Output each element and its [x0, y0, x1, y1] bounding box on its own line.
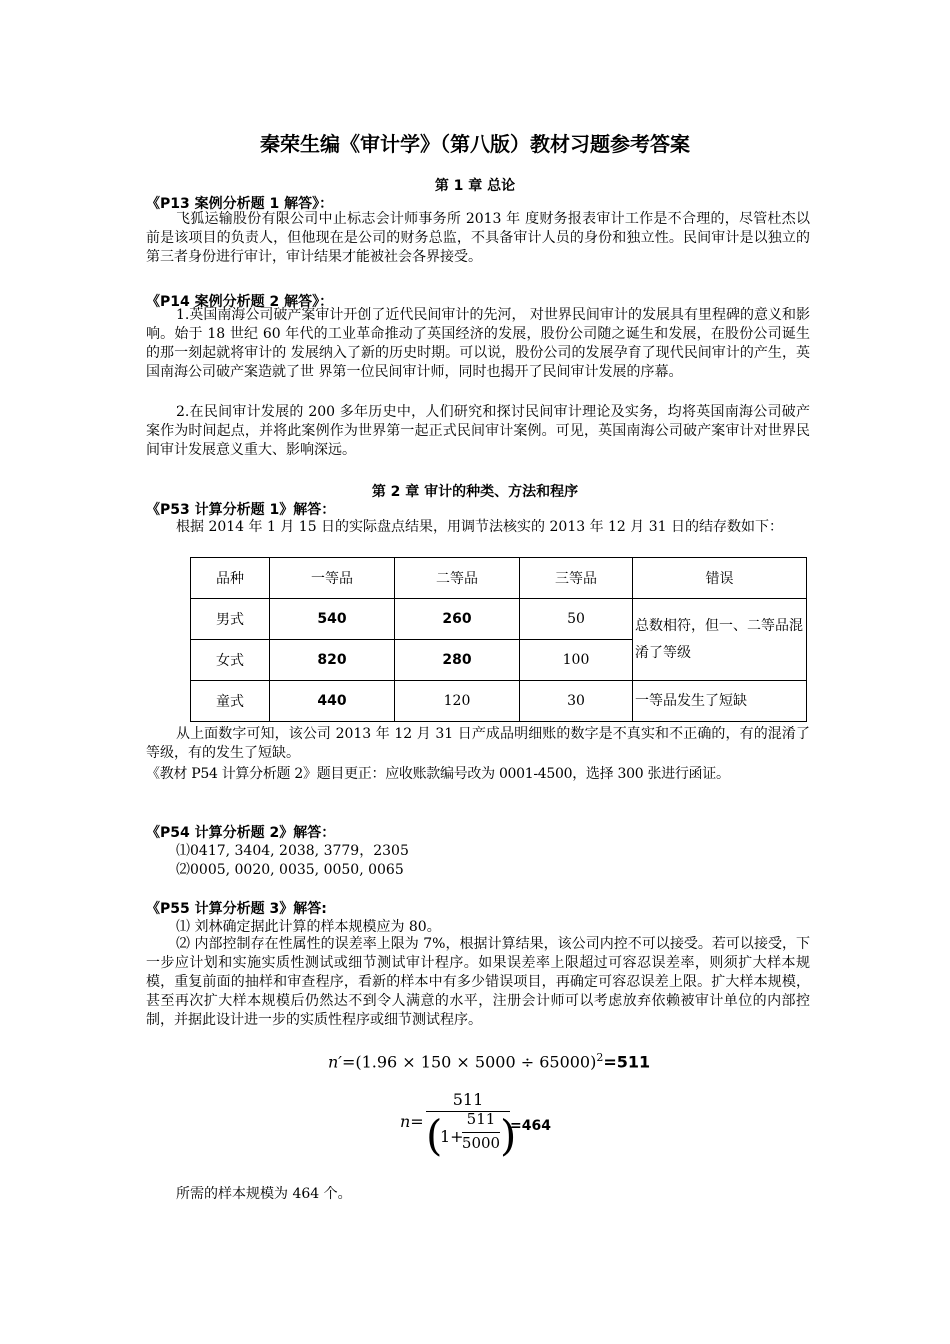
- table-cell: 120: [395, 681, 520, 722]
- p54-correction-note: 《教材 P54 计算分析题 2》题目更正：应收账款编号改为 0001-4500，选择 300 张进行函证。: [146, 766, 730, 782]
- left-paren: (: [426, 1111, 443, 1160]
- p53-conclusion: 从上面数字可知，该公司 2013 年 12 月 31 日产成品明细账的数字是不真实和不正确的，有的混淆了等级，有的发生了短缺。: [146, 726, 810, 761]
- table-header-cell: 一等品: [270, 558, 395, 599]
- p55-answer-1: ⑴ 刘林确定据此计算的样本规模应为 80。: [176, 919, 441, 935]
- denominator-numerator: 511: [466, 1110, 496, 1128]
- table-cell: 100: [520, 640, 633, 681]
- table-cell: 童式: [191, 681, 270, 722]
- table-cell: 女式: [191, 640, 270, 681]
- table-header-row: [191, 558, 807, 599]
- table-cell: 280: [395, 640, 520, 681]
- right-paren: ): [500, 1111, 517, 1160]
- p53-intro: 根据 2014 年 1 月 15 日的实际盘点结果，用调节法核实的 2013 年 12 月 31 日的结存数如下：: [176, 519, 784, 535]
- formula-numerator: 511: [452, 1090, 484, 1109]
- formula-lhs: n′=: [328, 1052, 356, 1072]
- chapter-1-heading: 第 1 章 总论: [434, 178, 516, 194]
- p14-label: 《P14 案例分析题 2 解答》：: [146, 294, 334, 310]
- table-cell: 50: [520, 599, 633, 640]
- document-title: 秦荣生编《审计学》（第八版）教材习题参考答案: [260, 132, 690, 156]
- table-cell: 男式: [191, 599, 270, 640]
- p14-answer-1: 1.英国南海公司破产案审计开创了近代民间审计的先河， 对世界民间审计的发展具有里程碑的意义和影响。始于 18 世纪 60 年代的工业革命推动了英国经济的发展，股份公司随之诞生和发展，在股份公司诞生的那一刻起就将审计的 发展纳入了新的历史时期。可以说，股份公司的发展孕育了现代民间审计的产生，英国南海公司破产案造就了世 界第一位民间审计师，同时也揭开了民间审计发展的序幕。: [146, 307, 810, 380]
- p14-answer-2: 2.在民间审计发展的 200 多年历史中，人们研究和探讨民间审计理论及实务，均将英国南海公司破产案作为时间起点，并将此案例作为世界第一起正式民间审计案例。可见，英国南海公司破产案审计对世界民间审计发展意义重大、影响深远。: [146, 404, 810, 458]
- formula-expression: (1.96 × 150 × 5000 ÷ 65000): [355, 1052, 597, 1072]
- sample-size-formula-1: [328, 1051, 650, 1071]
- error-cell: 一等品发生了短缺: [633, 681, 807, 722]
- table-cell: 440: [270, 681, 395, 722]
- p55-label: 《P55 计算分析题 3》解答:: [146, 901, 327, 917]
- table-header-cell: 二等品: [395, 558, 520, 599]
- error-cell: 总数相符，但一、二等品混淆了等级: [633, 599, 807, 681]
- table-header-cell: 品种: [191, 558, 270, 599]
- p54-label: 《P54 计算分析题 2》解答：: [146, 825, 336, 841]
- p54-answer-2: ⑵0005, 0020, 0035, 0050, 0065: [176, 862, 404, 878]
- formula-lhs: n=: [400, 1112, 424, 1131]
- denominator-one: 1+: [440, 1127, 464, 1146]
- table-row: [191, 599, 807, 640]
- table-header-cell: 三等品: [520, 558, 633, 599]
- p53-label: 《P53 计算分析题 1》解答：: [146, 502, 336, 518]
- p55-answer-2: ⑵ 内部控制存在性属性的误差率上限为 7%，根据计算结果，该公司内控不可以接受。若可以接受，下一步应计划和实施实质性测试或细节测试审计程序。如果误差率上限超过可容忍误差率，则须扩大样本规模，重复前面的抽样和审查程序，看新的样本中有多少错误项目，再确定可容忍误差上限。扩大样本规模，甚至再次扩大样本规模后仍然达不到令人满意的水平，注册会计师可以考虑放弃依赖被审计单位的内部控制，并据此设计进一步的实质性程序或细节测试程序。: [146, 936, 810, 1028]
- p13-label: 《P13 案例分析题 1 解答》：: [146, 196, 334, 212]
- table-row: [191, 681, 807, 722]
- formula-result: =464: [510, 1118, 551, 1134]
- chapter-2-heading: 第 2 章 审计的种类、方法和程序: [371, 484, 579, 500]
- denominator-denominator: 5000: [461, 1134, 501, 1152]
- table-header-cell: 错误: [633, 558, 807, 599]
- formula-exponent: 2: [596, 1051, 604, 1064]
- inventory-table: [190, 557, 807, 722]
- formula-result: =511: [603, 1052, 651, 1072]
- p13-answer: 飞狐运输股份有限公司中止标志会计师事务所 2013 年 度财务报表审计工作是不合理的，尽管杜杰以前是该项目的负责人，但他现在是公司的财务总监，不具备审计人员的身份和独立性。民间审计是以独立的第三者身份进行审计，审计结果才能被社会各界接受。: [146, 211, 810, 265]
- table-cell: 30: [520, 681, 633, 722]
- table-cell: 820: [270, 640, 395, 681]
- p54-answer-1: ⑴0417, 3404, 2038, 3779，2305: [176, 843, 409, 859]
- table-cell: 540: [270, 599, 395, 640]
- table-cell: 260: [395, 599, 520, 640]
- p55-final-answer: 所需的样本规模为 464 个。: [176, 1186, 352, 1202]
- formula-denominator: [426, 1110, 517, 1162]
- inner-fraction-bar: [462, 1132, 500, 1133]
